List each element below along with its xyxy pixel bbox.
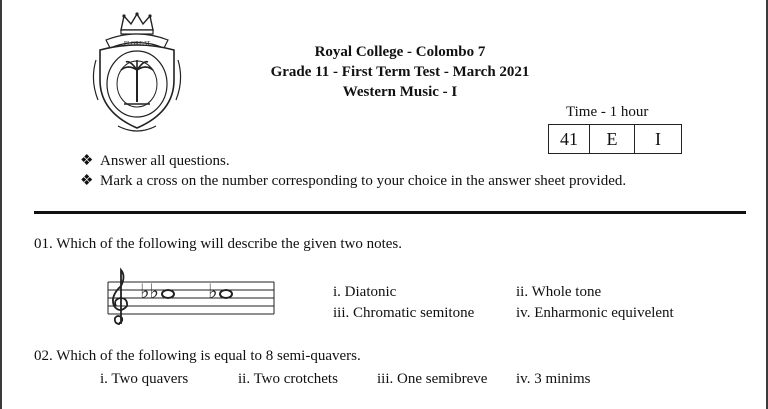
instruction-text: Answer all questions. <box>100 153 230 169</box>
window-border-left <box>0 0 2 409</box>
crest-motto-top: FLOREAT <box>123 41 151 47</box>
diamond-bullet-icon: ❖ <box>80 153 94 169</box>
instruction-text: Mark a cross on the number corresponding to your choice in the answer sheet provided. <box>100 173 627 189</box>
answer-option: i. Diatonic <box>333 284 397 300</box>
answer-option: iv. 3 minims <box>516 371 591 387</box>
school-name: Royal College - Colombo 7 <box>314 44 486 60</box>
question-text: 01. Which of the following will describe the given two notes. <box>34 236 402 252</box>
music-staff-notation-icon <box>96 260 286 340</box>
svg-text:♭: ♭ <box>208 279 218 303</box>
answer-option: i. Two quavers <box>100 371 189 387</box>
question-text: 02. Which of the following is equal to 8 semi-quavers. <box>34 348 361 364</box>
school-crest-icon <box>88 10 186 136</box>
instruction-line <box>80 151 230 170</box>
paper-code-box <box>548 124 682 154</box>
instruction-line <box>80 171 626 190</box>
paper-code-cell: E <box>589 125 634 153</box>
answer-option: iii. Chromatic semitone <box>333 305 475 321</box>
diamond-bullet-icon: ❖ <box>80 173 94 189</box>
svg-text:♭♭: ♭♭ <box>140 279 159 303</box>
subject-title: Western Music - I <box>342 84 458 100</box>
answer-option: iv. Enharmonic equivelent <box>516 305 674 321</box>
answer-option: iii. One semibreve <box>377 371 488 387</box>
test-title: Grade 11 - First Term Test - March 2021 <box>270 64 530 80</box>
section-divider <box>34 211 746 214</box>
answer-option: ii. Two crotchets <box>238 371 338 387</box>
time-allowed: Time - 1 hour <box>566 104 649 120</box>
answer-option: ii. Whole tone <box>516 284 602 300</box>
paper-code-cell: I <box>634 125 681 153</box>
paper-code-cell: 41 <box>560 129 578 149</box>
